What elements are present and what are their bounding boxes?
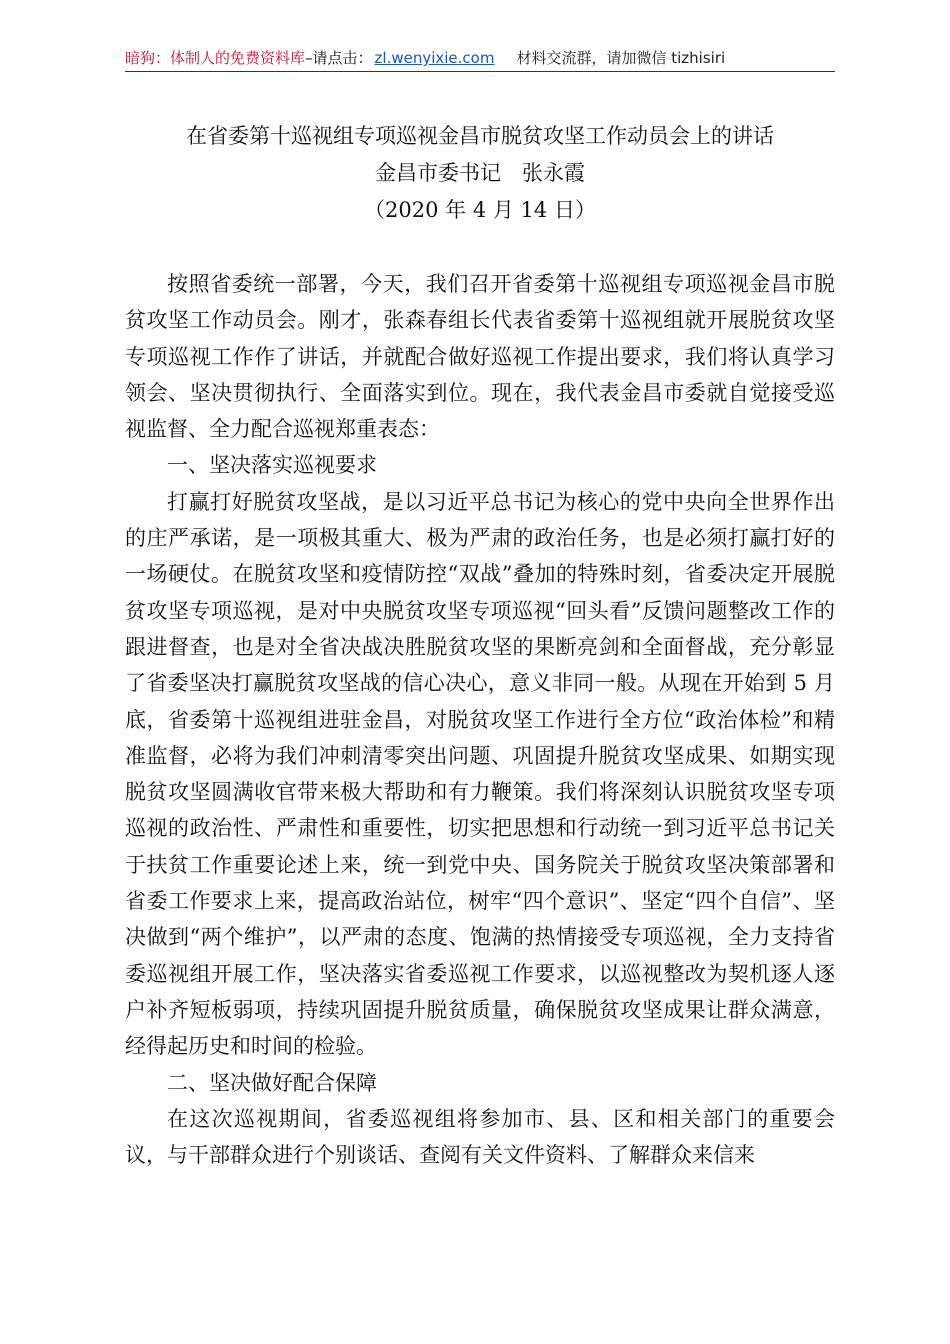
document-body xyxy=(125,266,835,1173)
section-heading: 一、坚决落实巡视要求 xyxy=(167,453,377,478)
site-brand: 暗狗：体制人的免费资料库 xyxy=(125,49,306,67)
watermark-header xyxy=(125,46,835,70)
section-paragraph: 打赢打好脱贫攻坚战，是以习近平总书记为核心的党中央向全世界作出的庄严承诺，是一项极其重大、极为严肃的政治任务，也是必须打赢打好的一场硬仗。在脱贫攻坚和疫情防控“双战”叠加的特殊时刻，省委决定开展脱贫攻坚专项巡视，是对中央脱贫攻坚专项巡视“回头看”反馈问题整改工作的跟进督查，也是对全省决战决胜脱贫攻坚的果断亮剑和全面督战，充分彰显了省委坚决打赢脱贫攻坚战的信心决心，意义非同一般。从现在开始到 5 月底，省委第十巡视组进驻金昌，对脱贫攻坚工作进行全方位“政治体检”和精准监督，必将为我们冲刺清零突出问题、巩固提升脱贫攻坚成果、如期实现脱贫攻坚圆满收官带来极大帮助和有力鞭策。我们将深刻认识脱贫攻坚专项巡视的政治性、严肃性和重要性，切实把思想和行动统一到习近平总书记关于扶贫工作重要论述上来，统一到党中央、国务院关于脱贫攻坚决策部署和省委工作要求上来，提高政治站位，树牢“四个意识”、坚定“四个自信”、坚决做到“两个维护”，以严肃的态度、饱满的热情接受专项巡视，全力支持省委巡视组开展工作，坚决落实省委巡视工作要求，以巡视整改为契机逐人逐户补齐短板弱项，持续巩固提升脱贫质量，确保脱贫攻坚成果让群众满意，经得起历史和时间的检验。 xyxy=(125,489,835,1059)
header-divider xyxy=(125,71,835,72)
document-author: 金昌市委书记 张永霞 xyxy=(375,161,585,185)
title-block xyxy=(125,118,835,229)
contact-note: 材料交流群，请加微信 tizhisiri xyxy=(516,49,726,67)
document-date: （2020 年 4 月 14 日） xyxy=(364,198,596,222)
intro-paragraph: 按照省委统一部署，今天，我们召开省委第十巡视组专项巡视金昌市脱贫攻坚工作动员会。刚才，张森春组长代表省委第十巡视组就开展脱贫攻坚专项巡视工作作了讲话，并就配合做好巡视工作提出要求，我们将认真学习领会、坚决贯彻执行、全面落实到位。现在，我代表金昌市委就自觉接受巡视监督、全力配合巡视郑重表态： xyxy=(125,272,835,442)
section-paragraph: 在这次巡视期间，省委巡视组将参加市、县、区和相关部门的重要会议，与干部群众进行个别谈话、查阅有关文件资料、了解群众来信来 xyxy=(125,1106,835,1168)
site-link[interactable]: zl.wenyixie.com xyxy=(374,49,495,67)
click-prompt: –请点击： xyxy=(305,49,373,67)
document-title: 在省委第十巡视组专项巡视金昌市脱贫攻坚工作动员会上的讲话 xyxy=(186,124,774,148)
section-heading: 二、坚决做好配合保障 xyxy=(167,1070,377,1095)
